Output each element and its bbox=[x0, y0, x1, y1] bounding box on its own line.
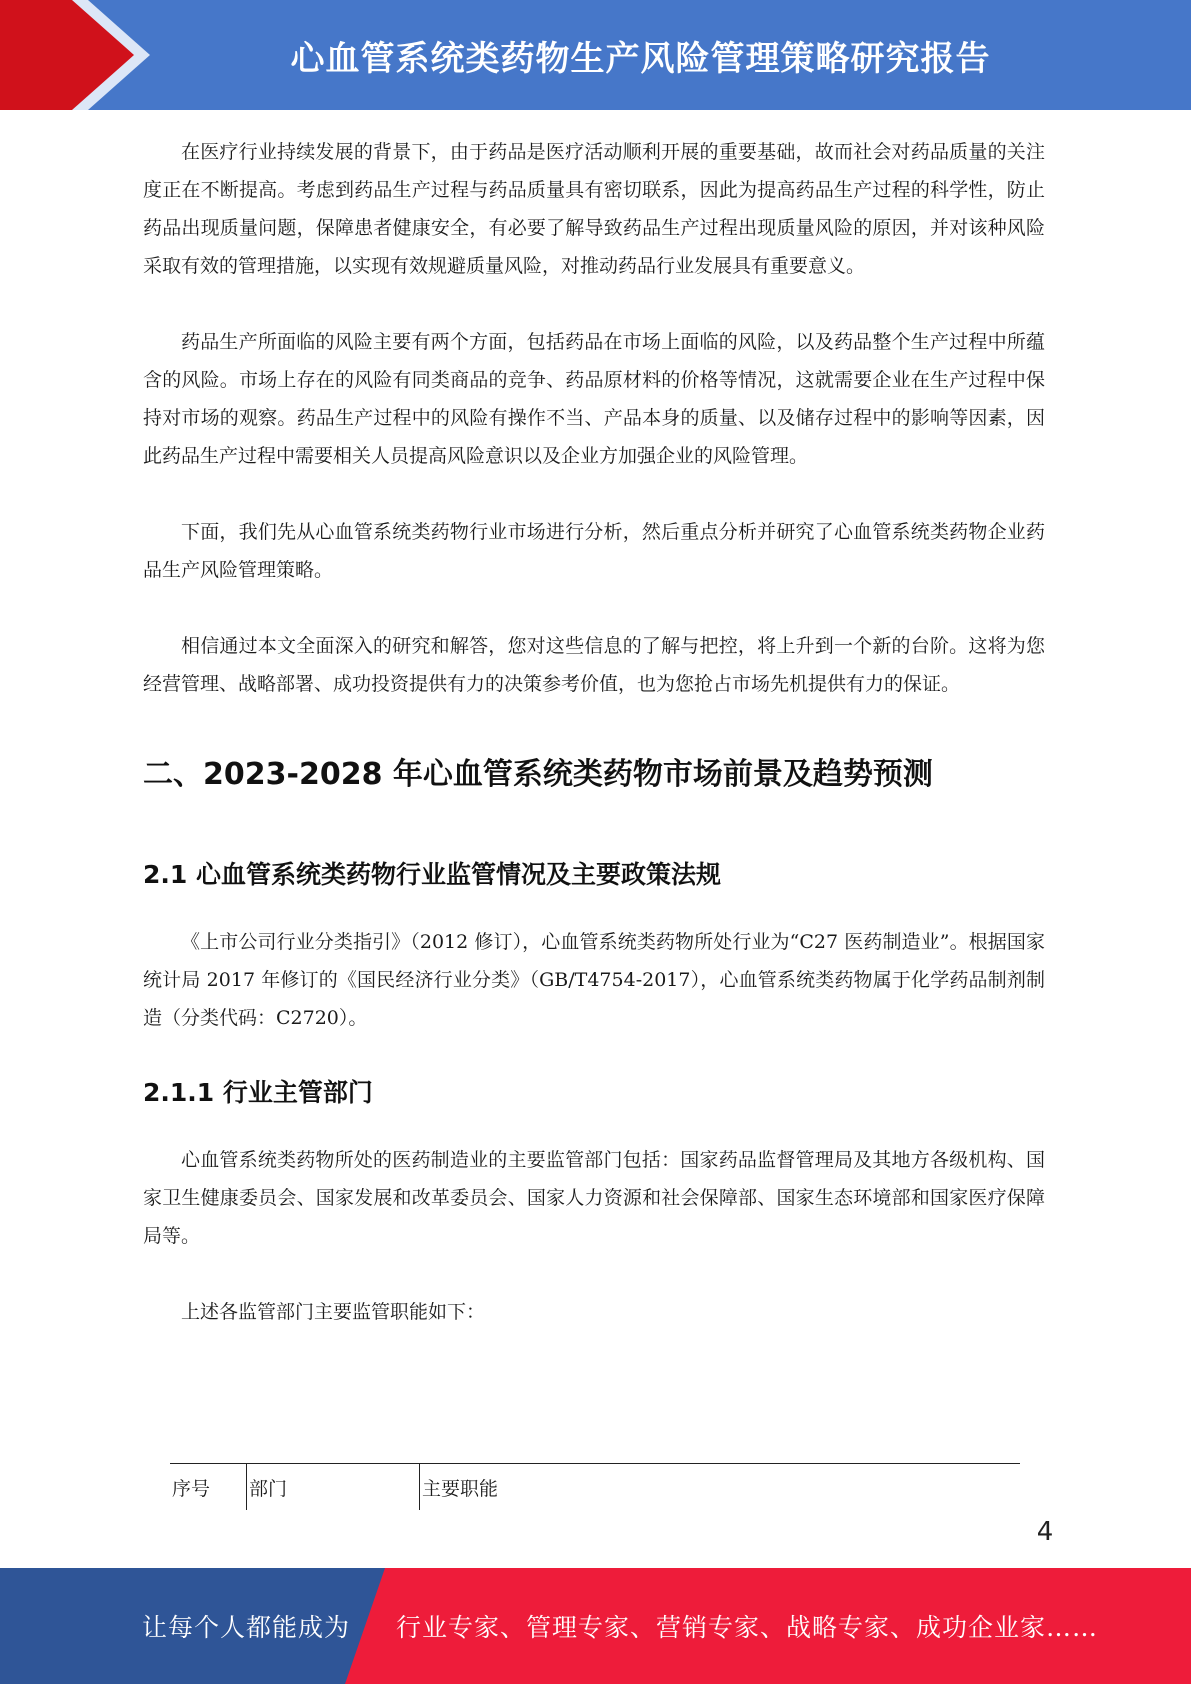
report-title: 心血管系统类药物生产风险管理策略研究报告 bbox=[290, 38, 991, 79]
page-number: 4 bbox=[1036, 1517, 1054, 1547]
intro-paragraph-3: 下面，我们先从心血管系统类药物行业市场进行分析，然后重点分析并研究了心血管系统类药物企业药品生产风险管理策略。 bbox=[143, 521, 1045, 581]
intro-paragraph-1: 在医疗行业持续发展的背景下，由于药品是医疗活动顺利开展的重要基础，故而社会对药品质量的关注度正在不断提高。考虑到药品生产过程与药品质量具有密切联系，因此为提高药品生产过程的科学性，防止药品出现质量问题，保障患者健康安全，有必要了解导致药品生产过程出现质量风险的原因，并对该种风险采取有效的管理措施，以实现有效规避质量风险，对推动药品行业发展具有重要意义。 bbox=[143, 141, 1045, 277]
table-header-department: 部门 bbox=[247, 1464, 420, 1511]
table-lead-text: 上述各监管部门主要监管职能如下： bbox=[181, 1301, 486, 1323]
chevron-red bbox=[0, 0, 134, 110]
table-header-no: 序号 bbox=[170, 1464, 247, 1511]
document-body bbox=[143, 133, 1045, 1331]
section-2-1-1-paragraph: 心血管系统类药物所处的医药制造业的主要监管部门包括：国家药品监督管理局及其地方各级机构、国家卫生健康委员会、国家发展和改革委员会、国家人力资源和社会保障部、国家生态环境部和国家医疗保障局等。 bbox=[143, 1149, 1045, 1247]
footer-slogan-right: 行业专家、管理专家、营销专家、战略专家、成功企业家…… bbox=[396, 1613, 1099, 1642]
section-2-1-heading: 2.1 心血管系统类药物行业监管情况及主要政策法规 bbox=[143, 860, 721, 889]
intro-paragraph-4: 相信通过本文全面深入的研究和解答，您对这些信息的了解与把控，将上升到一个新的台阶。这将为您经营管理、战略部署、成功投资提供有力的决策参考价值，也为您抢占市场先机提供有力的保证。 bbox=[143, 635, 1045, 695]
table-header-row bbox=[170, 1464, 1020, 1511]
section-2-1-paragraph: 《上市公司行业分类指引》（2012 修订），心血管系统类药物所处行业为“C27 医药制造业”。根据国家统计局 2017 年修订的《国民经济行业分类》（GB/T4754-2017），心血管系统类药物属于化学药品制剂制造（分类代码：C2720）。 bbox=[143, 931, 1045, 1029]
footer-band bbox=[0, 1568, 1191, 1684]
footer-slogan-left: 让每个人都能成为 bbox=[142, 1613, 351, 1642]
table-header-functions: 主要职能 bbox=[420, 1464, 1021, 1511]
header-chevron-graphic bbox=[0, 0, 150, 110]
section-2-heading: 二、2023-2028 年心血管系统类药物市场前景及趋势预测 bbox=[143, 757, 933, 792]
departments-table bbox=[170, 1463, 1020, 1510]
section-2-1-1-heading: 2.1.1 行业主管部门 bbox=[143, 1078, 373, 1107]
intro-paragraph-2: 药品生产所面临的风险主要有两个方面，包括药品在市场上面临的风险，以及药品整个生产过程中所蕴含的风险。市场上存在的风险有同类商品的竞争、药品原材料的价格等情况，这就需要企业在生产过程中保持对市场的观察。药品生产过程中的风险有操作不当、产品本身的质量、以及储存过程中的影响等因素，因此药品生产过程中需要相关人员提高风险意识以及企业方加强企业的风险管理。 bbox=[143, 331, 1045, 467]
header-band bbox=[0, 0, 1191, 110]
